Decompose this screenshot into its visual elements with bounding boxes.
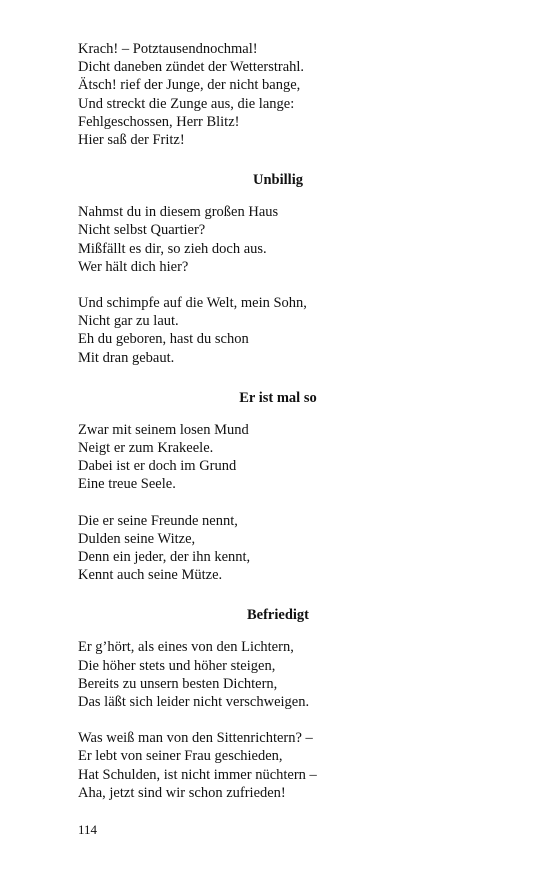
verse-line: Aha, jetzt sind wir schon zufrieden!: [78, 784, 286, 801]
stanza: [78, 203, 478, 276]
verse-line: Dicht daneben zündet der Wetterstrahl.: [78, 59, 305, 76]
stanza: [78, 421, 478, 494]
stanza: [78, 638, 478, 711]
verse-line: Eh du geboren, hast du schon: [78, 331, 249, 348]
verse-line: Hat Schulden, ist nicht immer nüchtern –: [78, 766, 317, 783]
verse-line: Neigt er zum Krakeele.: [78, 440, 214, 457]
page-number: 114: [78, 822, 98, 837]
stanza: [78, 729, 478, 802]
verse-line: Wer hält dich hier?: [78, 258, 189, 275]
verse-line: Dulden seine Witze,: [78, 530, 196, 547]
verse-line: Er lebt von seiner Frau geschieden,: [78, 748, 283, 765]
verse-line: Nahmst du in diesem großen Haus: [78, 204, 279, 221]
stanza: [78, 294, 478, 367]
poem-title: Unbillig: [253, 172, 303, 189]
verse-line: Fehlgeschossen, Herr Blitz!: [78, 113, 240, 130]
verse-line: Krach! – Potztausendnochmal!: [78, 41, 258, 57]
verse-line: Und schimpfe auf die Welt, mein Sohn,: [78, 295, 307, 312]
book-page: [78, 40, 478, 824]
verse-line: Hier saß der Fritz!: [78, 132, 185, 149]
poem-fragment: [78, 40, 478, 149]
verse-line: Was weiß man von den Sittenrichtern? –: [78, 730, 313, 747]
verse-line: Ätsch! rief der Junge, der nicht bange,: [78, 77, 301, 94]
stanza: [78, 40, 478, 149]
verse-line: Nicht gar zu laut.: [78, 313, 179, 330]
verse-line: Denn ein jeder, der ihn kennt,: [78, 549, 251, 566]
poem-befriedigt: [78, 606, 478, 802]
verse-line: Das läßt sich leider nicht verschweigen.: [78, 694, 310, 711]
stanza: [78, 512, 478, 585]
verse-line: Mißfällt es dir, so zieh doch aus.: [78, 240, 267, 257]
verse-line: Er g’hört, als eines von den Lichtern,: [78, 639, 294, 656]
poem-title: Er ist mal so: [239, 389, 317, 406]
poem-unbillig: [78, 171, 478, 367]
verse-line: Mit dran gebaut.: [78, 349, 175, 366]
poem-er-ist-mal-so: [78, 389, 478, 585]
verse-line: Bereits zu unsern besten Dichtern,: [78, 675, 278, 692]
verse-line: Kennt auch seine Mütze.: [78, 567, 223, 584]
verse-line: Und streckt die Zunge aus, die lange:: [78, 95, 295, 112]
verse-line: Die er seine Freunde nennt,: [78, 512, 238, 529]
verse-line: Nicht selbst Quartier?: [78, 222, 206, 239]
verse-line: Die höher stets und höher steigen,: [78, 657, 276, 674]
verse-line: Zwar mit seinem losen Mund: [78, 421, 249, 438]
verse-line: Eine treue Seele.: [78, 476, 176, 493]
verse-line: Dabei ist er doch im Grund: [78, 458, 237, 475]
poem-title: Befriedigt: [246, 607, 309, 624]
